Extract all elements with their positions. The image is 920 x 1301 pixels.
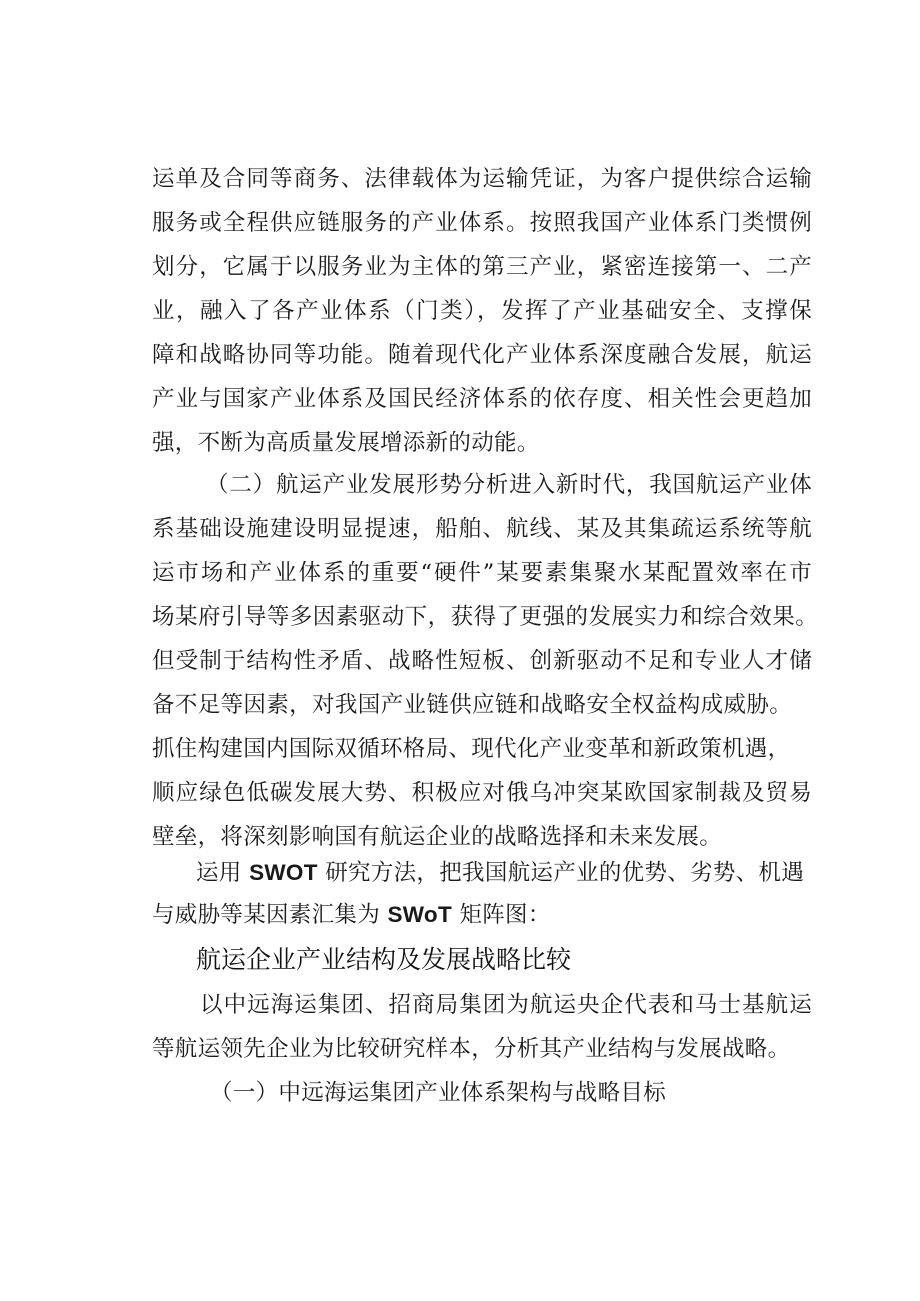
- paragraph1-line-7: 强，不断为高质量发展增添新的动能。: [152, 430, 540, 456]
- subsection-heading: （一）中远海运集团产业体系架构与战略目标: [210, 1080, 667, 1106]
- paragraph3-line-2: [152, 900, 812, 930]
- paragraph2-line-4: 场某府引导等多因素驱动下，获得了更强的发展实力和综合效果。: [152, 604, 818, 630]
- swot-term: SWOT: [249, 860, 318, 885]
- paragraph2-line-3: 运市场和产业体系的重要“硬件”某要素集聚水某配置效率在市: [152, 560, 812, 586]
- paragraph1-line-4: 业，融入了各产业体系（门类），发挥了产业基础安全、支撑保: [152, 298, 812, 324]
- paragraph3-line1-suffix: 研究方法，把我国航运产业的优势、劣势、机遇: [325, 860, 805, 886]
- paragraph2-line-6: 备不足等因素，对我国产业链供应链和战略安全权益构成威胁。: [152, 692, 792, 718]
- section-heading: 航运企业产业结构及发展战略比较: [196, 945, 572, 974]
- paragraph2-line-9: 壁垒，将深刻影响国有航运企业的战略选择和未来发展。: [152, 824, 723, 850]
- paragraph2-line-1: （二）航运产业发展形势分析进入新时代，我国航运产业体: [206, 472, 812, 498]
- paragraph4-line-1: 以中远海运集团、招商局集团为航运央企代表和马士基航运: [200, 992, 812, 1018]
- swot-term-alt: SWoT: [387, 902, 452, 927]
- paragraph2-line-7: 抓住构建国内国际双循环格局、现代化产业变革和新政策机遇，: [152, 736, 791, 762]
- paragraph3-line2-suffix: 矩阵图：: [459, 902, 551, 928]
- paragraph1-line-1: 运单及合同等商务、法律载体为运输凭证，为客户提供综合运输: [152, 166, 812, 192]
- paragraph1-line-6: 产业与国家产业体系及国民经济体系的依存度、相关性会更趋加: [152, 386, 812, 412]
- paragraph2-line-5: 但受制于结构性矛盾、战略性短板、创新驱动不足和专业人才储: [152, 648, 812, 674]
- paragraph3-line2-prefix: 与威胁等某因素汇集为: [152, 902, 381, 928]
- paragraph1-line-5: 障和战略协同等功能。随着现代化产业体系深度融合发展，航运: [152, 342, 812, 368]
- paragraph3-line1-prefix: 运用: [196, 860, 242, 886]
- paragraph2-line-2: 系基础设施建设明显提速，船舶、航线、某及其集疏运系统等航: [152, 516, 812, 542]
- paragraph1-line-3: 划分，它属于以服务业为主体的第三产业，紧密连接第一、二产: [152, 254, 812, 280]
- paragraph4-line-2: 等航运领先企业为比较研究样本，分析其产业结构与发展战略。: [152, 1036, 791, 1062]
- paragraph2-line-8: 顺应绿色低碳发展大势、积极应对俄乌冲突某欧国家制裁及贸易: [152, 780, 812, 806]
- paragraph3-line-1: [196, 858, 812, 888]
- paragraph1-line-2: 服务或全程供应链服务的产业体系。按照我国产业体系门类惯例: [152, 210, 812, 236]
